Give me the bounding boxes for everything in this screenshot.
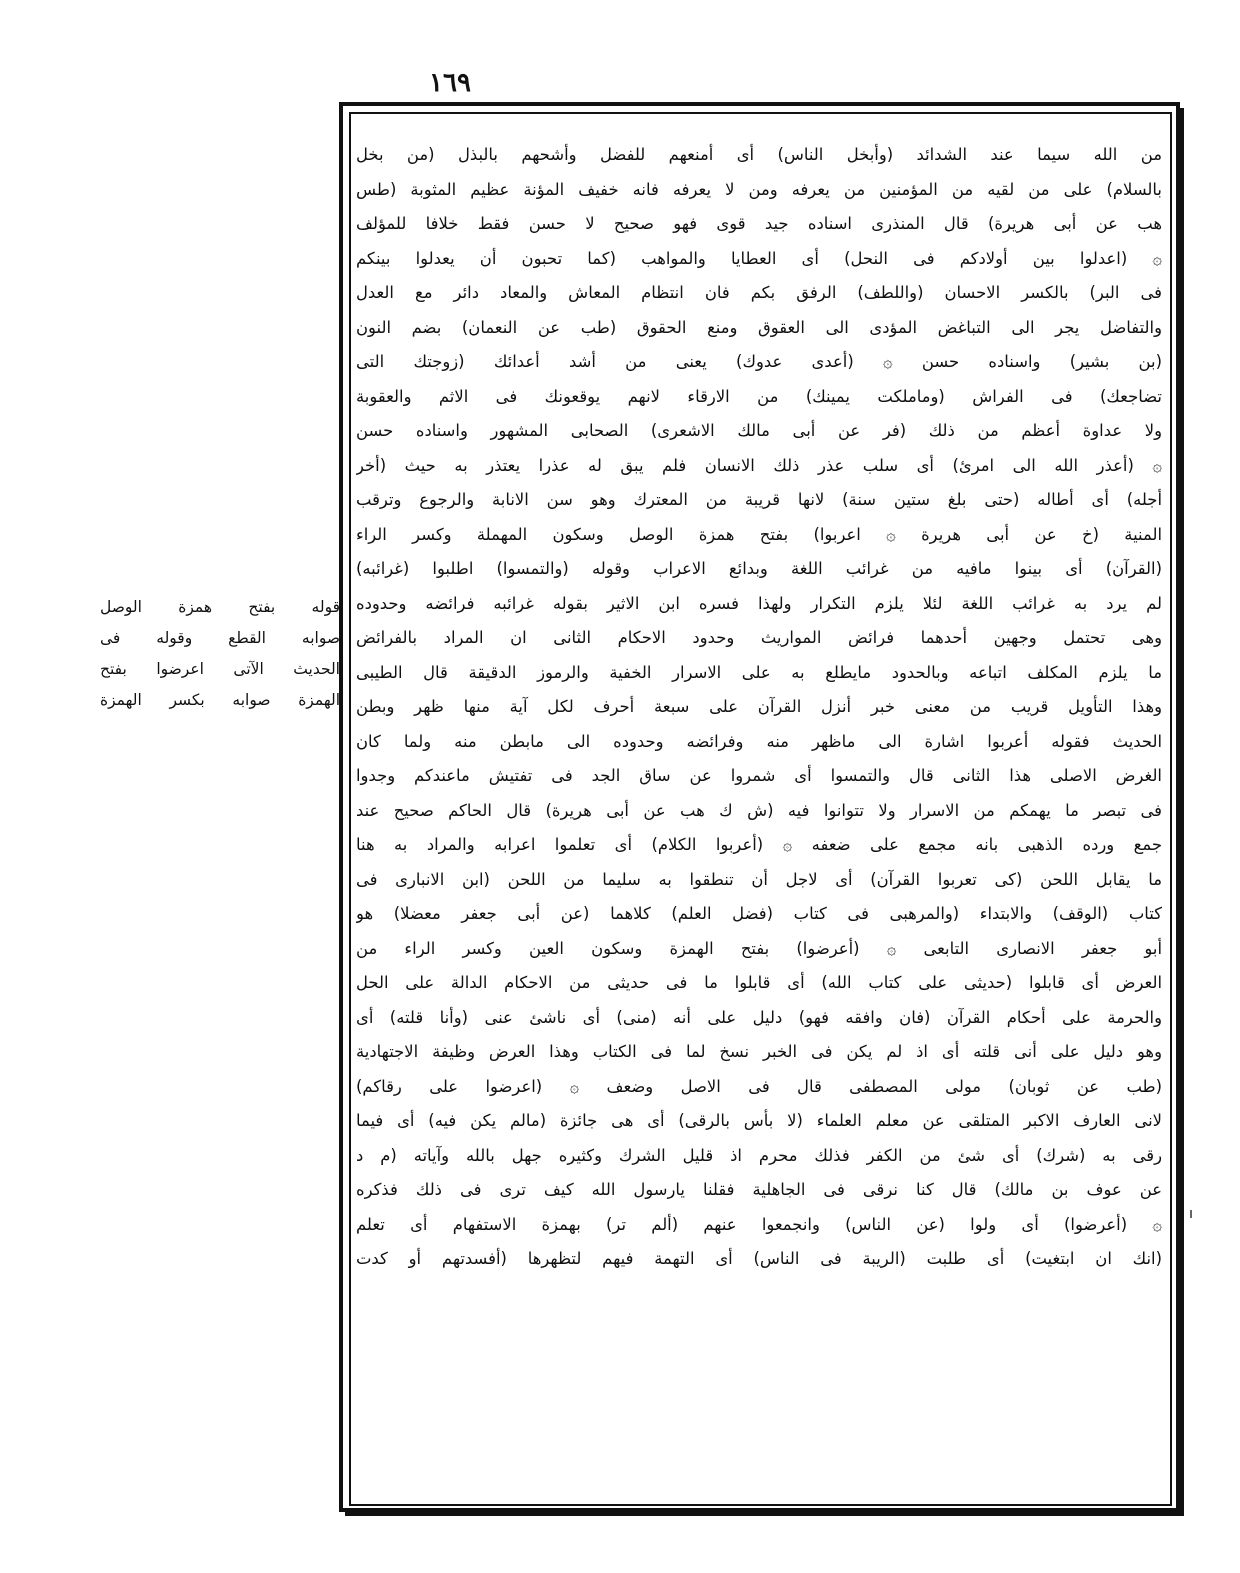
text-line: الحديث فقوله أعربوا اشارة الى ماظهر منه وفرائضه وحدوده الى مابطن منه ولما كان [356, 731, 1162, 751]
text-line: وهذا التأويل قريب من معنى خبر أنزل القرآن على سبعة أحرف لكل آية منها ظهر وبطن [356, 697, 1162, 716]
text-line: كتاب (الوقف) والابتداء (والمرهبى فى كتاب (فضل العلم) كلاهما (عن أبى جعفر معضلا) هو [356, 904, 1162, 923]
main-text-block [356, 138, 1162, 1498]
margin-tick-mark [1190, 1210, 1192, 1218]
marginal-note-line: قوله بفتح همزة الوصل [100, 598, 340, 616]
text-line: فى تبصر ما يهمكم من الاسرار ولا تتوانوا فيه (ش ك هب عن أبى هريرة) قال الحاكم صحيح عند [356, 800, 1162, 820]
text-line: لانى العارف الاكبر المتلقى عن معلم العلماء (لا بأس بالرقى) أى هى جائزة (مالم يكن فيه) أى فيما [356, 1111, 1162, 1130]
text-line: ۞ (اعدلوا بين أولادكم فى النحل) أى العطايا والمواهب (كما تحبون أن يعدلوا بينكم [356, 248, 1162, 268]
text-line: من الله سيما عند الشدائد (وأبخل الناس) أى أمنعهم للفضل وأشحهم بالبذل (من بخل [356, 145, 1162, 164]
marginal-note-line: صوابه القطع وقوله فى [100, 629, 340, 647]
text-line: (طب عن ثوبان) مولى المصطفى قال فى الاصل وضعف ۞ (اعرضوا على رقاكم) [356, 1076, 1162, 1096]
text-line: ولا عداوة أعظم من ذلك (فر عن أبى مالك الاشعرى) الصحابى المشهور واسناده حسن [356, 421, 1162, 440]
text-line: ۞ (أعرضوا) أى ولوا (عن الناس) وانجمعوا عنهم (ألم تر) بهمزة الاستفهام أى تعلم [356, 1214, 1162, 1234]
text-line: ما يقابل اللحن (كى تعربوا القرآن) أى لاجل أن تنطقوا به سليما من اللحن (ابن الانبارى فى [356, 869, 1162, 889]
text-line: المنية (خ عن أبى هريرة ۞ اعربوا) بفتح همزة الوصل وسكون المهملة وكسر الراء [356, 524, 1162, 544]
text-line: أجله) أى أطاله (حتى بلغ ستين سنة) لانها قريبة من المعترك وهو سن الانابة والرجوع وترقب [356, 490, 1162, 509]
text-line: ما يلزم المكلف اتباعه وبالحدود مايطلع به على الاسرار الخفية والرموز الدقيقة قال الطيبى [356, 662, 1162, 682]
text-line: الغرض الاصلى هذا الثانى قال والتمسوا أى شمروا عن ساق الجد فى تفتيش ماعندكم وجدوا [356, 766, 1162, 785]
text-line: جمع ورده الذهبى بانه مجمع على ضعفه ۞ (أعربوا الكلام) أى تعلموا اعرابه والمراد به هنا [356, 835, 1162, 854]
text-line: عن عوف بن مالك) قال كنا نرقى فى الجاهلية فقلنا يارسول الله كيف ترى فى ذلك فذكره [356, 1180, 1162, 1199]
text-line: وهى تحتمل وجهين أحدهما فرائض المواريث وحدود الاحكام الثانى ان المراد بالفرائض [356, 628, 1162, 647]
text-line: أبو جعفر الانصارى التابعى ۞ (أعرضوا) بفتح الهمزة وسكون العين وكسر الراء من [356, 938, 1162, 958]
text-line: رقى به (شرك) أى شئ من الكفر فذلك محرم اذ قليل الشرك وكثيره جهل بالله وآياته (م د [356, 1145, 1162, 1165]
text-line: والحرمة على أحكام القرآن (فان وافقه فهو) دليل على أنه (منى) أى ناشئ عنى (وأنا قلته) أى [356, 1007, 1162, 1027]
text-line: بالسلام) على من لقيه من المؤمنين من يعرفه ومن لا يعرفه فانه خفيف المؤنة عظيم المثوبة (طس [356, 179, 1162, 199]
text-line: (بن بشير) واسناده حسن ۞ (أعدى عدوك) يعنى من أشد أعدائك (زوجتك التى [356, 352, 1162, 371]
text-line: فى البر) بالكسر الاحسان (واللطف) الرفق بكم فان انتظام المعاش والمعاد دائر مع العدل [356, 283, 1162, 302]
page-number: ١٦٩ [429, 68, 471, 98]
text-line: وهو دليل على أنى قلته أى اذ لم يكن فى الخبر نسخ لما فى الكتاب وهذا العرض وظيفة الاجتهادية [356, 1042, 1162, 1061]
text-line: والتفاضل يجر الى التباغض المؤدى الى العقوق ومنع الحقوق (طب عن النعمان) بضم النون [356, 317, 1162, 337]
text-line: ۞ (أعذر الله الى امرئ) أى سلب عذر ذلك الانسان فلم يبق له عذرا يعتذر به حيث (أخر [356, 455, 1162, 475]
marginal-note-line: الحديث الآتى اعرضوا بفتح [100, 660, 340, 678]
marginal-note-line: الهمزة صوابه بكسر الهمزة [100, 691, 340, 709]
text-line: لم يرد به غرائب اللغة لئلا يلزم التكرار ولهذا فسره ابن الاثير بقوله غرائبه فرائضه وحدوده [356, 593, 1162, 613]
text-line: هب عن أبى هريرة) قال المنذرى اسناده جيد قوى فهو صحيح لا حسن فقط خلافا للمؤلف [356, 214, 1162, 233]
marginal-note [100, 592, 340, 716]
text-line: العرض أى قابلوا (حديثى على كتاب الله) أى قابلوا ما فى حديثى من الاحكام الدالة على الحل [356, 973, 1162, 992]
text-line: (انك ان ابتغيت) أى طلبت (الريبة فى الناس) أى التهمة فيهم لتظهرها (أفسدتهم أو كدت [356, 1249, 1162, 1268]
text-line: (القرآن) أى بينوا مافيه من غرائب اللغة وبدائع الاعراب وقوله (والتمسوا) اطلبوا (غرائبه) [356, 559, 1162, 578]
text-line: تضاجعك) فى الفراش (وماملكت يمينك) من الارقاء لانهم يوقعونك فى الاثم والعقوبة [356, 386, 1162, 406]
